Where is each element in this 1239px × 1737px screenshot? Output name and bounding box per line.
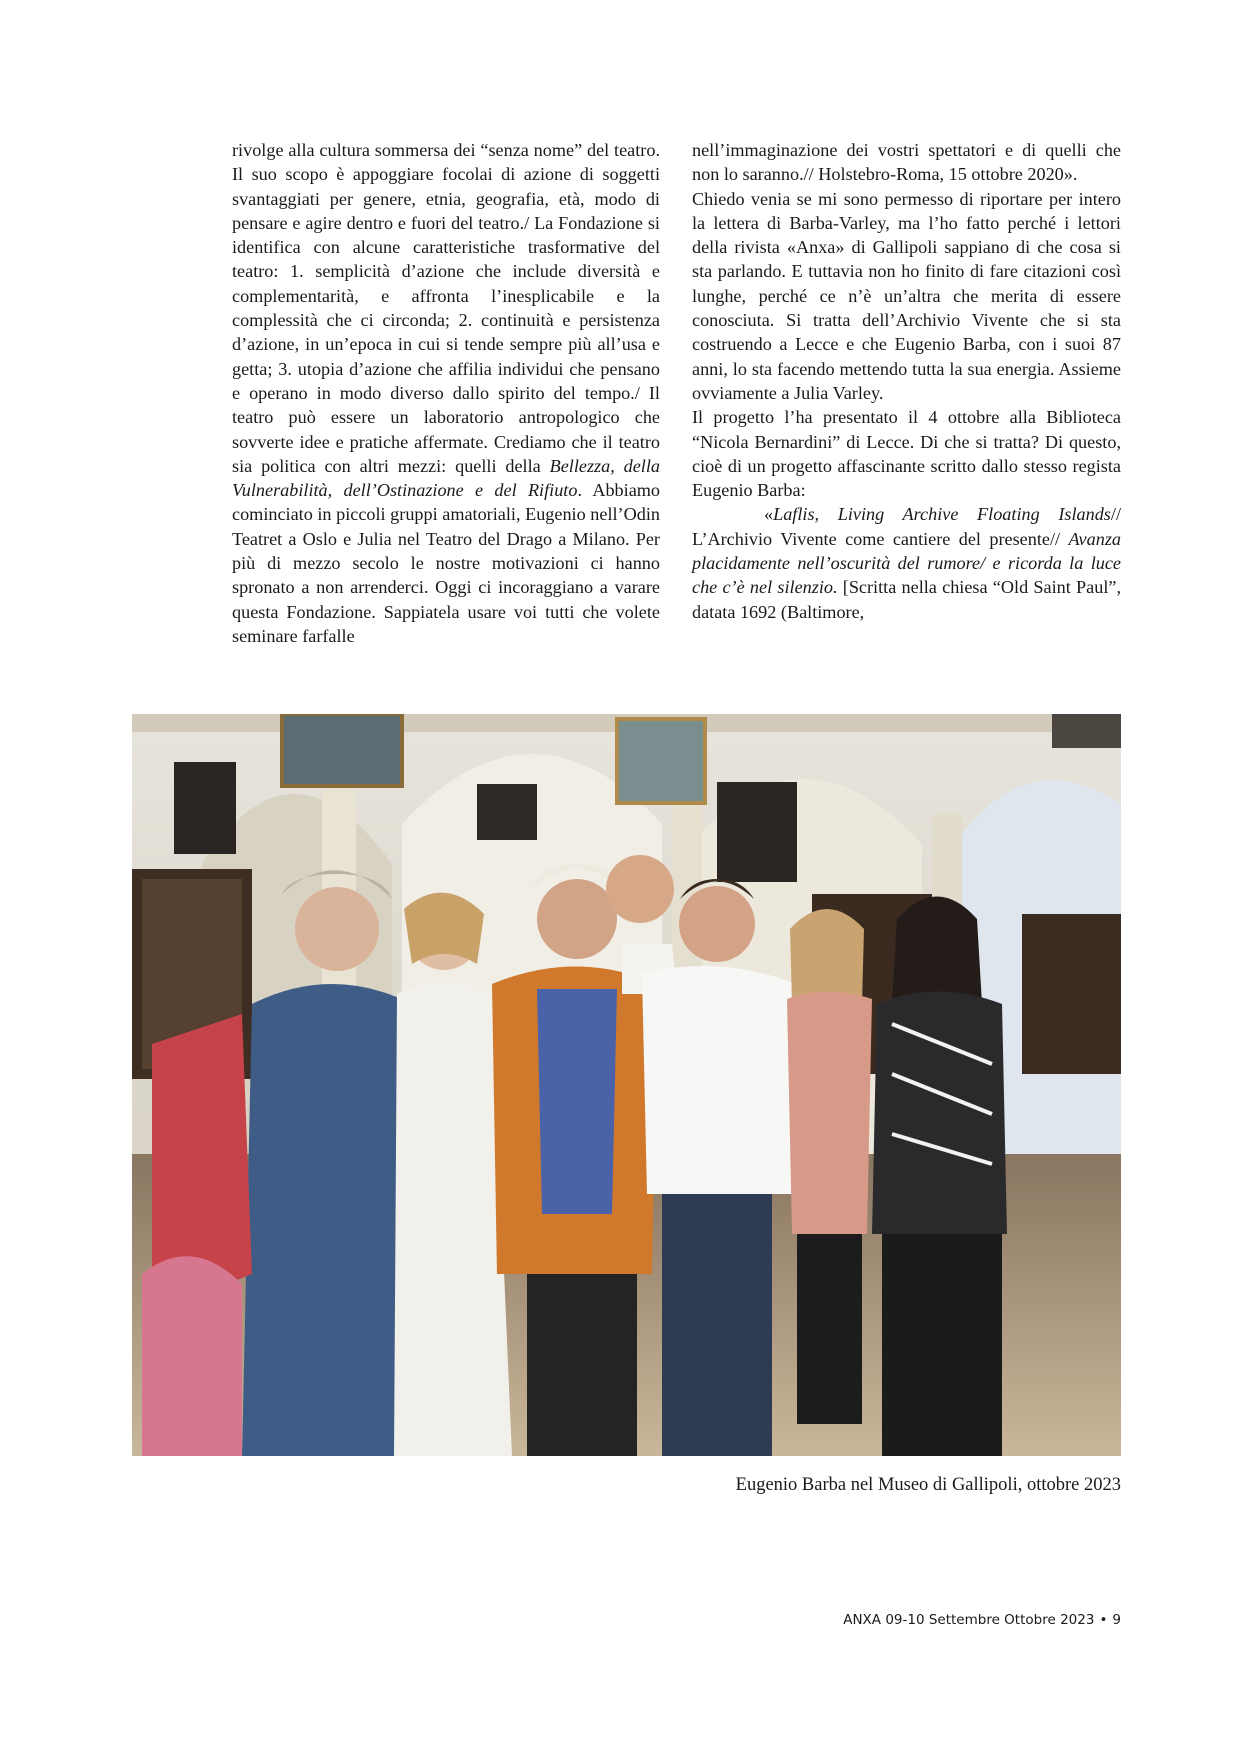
quote-middle: // L’Archivio Vivente come cantiere del presente// [692, 504, 1121, 549]
footer-separator: • [1099, 1612, 1108, 1628]
left-column [232, 138, 660, 648]
group-photo [132, 714, 1121, 1456]
page-number: 9 [1112, 1612, 1121, 1628]
photo-caption: Eugenio Barba nel Museo di Gallipoli, ottobre 2023 [735, 1475, 1121, 1495]
group-photo-illustration [132, 714, 1121, 1456]
magazine-issue: ANXA 09-10 Settembre Ottobre 2023 [843, 1612, 1095, 1628]
quote-open: « [764, 504, 774, 525]
right-paragraph-2: Chiedo venia se mi sono permesso di riportare per intero la lettera di Barba-Varley, ma l’ho fatto perché i lettori della rivista «Anxa» di Gallipoli sappiano di che cosa si sta parlando. E tuttavia non ho finito di fare citazioni così lunghe, perché ce n’è un’altra che merita di essere conosciuta. Si tratta dell’Archivio Vivente che si sta costruendo a Lecce e che Eugenio Barba, con i suoi 87 anni, lo sta facendo mettendo tutta la sua energia. Assieme ovviamente a Julia Varley. [692, 188, 1121, 403]
page-footer [843, 1611, 1121, 1629]
right-paragraph-1: nell’immaginazione dei vostri spettatori e di quelli che non lo saranno.// Holstebro-Roma, 15 ottobre 2020». [692, 140, 1121, 185]
quote-end: [Scritta nella chiesa “Old Saint Paul”, datata 1692 (Baltimore, [692, 577, 1121, 622]
left-text-italic: Bellezza, della Vulnerabilità, dell’Ostinazione e del Rifiuto [232, 455, 660, 501]
left-text-part2: . Abbiamo cominciato in piccoli gruppi amatoriali, Eugenio nell’Odin Teatret a Oslo e Julia nel Teatro del Drago a Milano. Per più di mezzo secolo le nostre motivazioni ci hanno spronato a non arrenderci. Oggi ci incoraggiano a varare questa Fondazione. Sappiatela usare voi tutti che volete seminare farfalle [232, 480, 661, 646]
right-column [692, 138, 1121, 624]
left-paragraph [232, 138, 660, 648]
left-text-part1: rivolge alla cultura sommersa dei “senza nome” del teatro. Il suo scopo è appoggiare focolai di azione di soggetti svantaggiati per genere, etnia, geografia, età, modo di pensare e agire dentro e fuori del teatro./ La Fondazione si identifica con alcune caratteristiche trasformative del teatro: 1. semplicità d’azione che include diversità e complementarità, e affronta l’inesplicabile e la complessità che ci circonda; 2. continuità e persistenza d’azione, in un’epoca in cui si tende sempre più all’usa e getta; 3. utopia d’azione che affilia individui che pensano e operano in modo diverso dallo spirito del tempo./ Il teatro può essere un laboratorio antropologico che sovverte idee e pratiche affermate. Crediamo che il teatro sia politica con altri mezzi: quelli della [232, 140, 660, 476]
quote-motto-italic: Avanza placidamente nell’oscurità del rumore/ e ricorda la luce che c’è nel silenzio. [692, 528, 1121, 598]
right-paragraph-3: Il progetto l’ha presentato il 4 ottobre alla Biblioteca “Nicola Bernardini” di Lecce. Di che si tratta? Di questo, cioè di un progetto affascinante scritto dallo stesso regista Eugenio Barba: [692, 407, 1121, 501]
quote-title-italic: Laflis, Living Archive Floating Islands [773, 504, 1111, 525]
right-paragraph-4 [692, 502, 1121, 623]
